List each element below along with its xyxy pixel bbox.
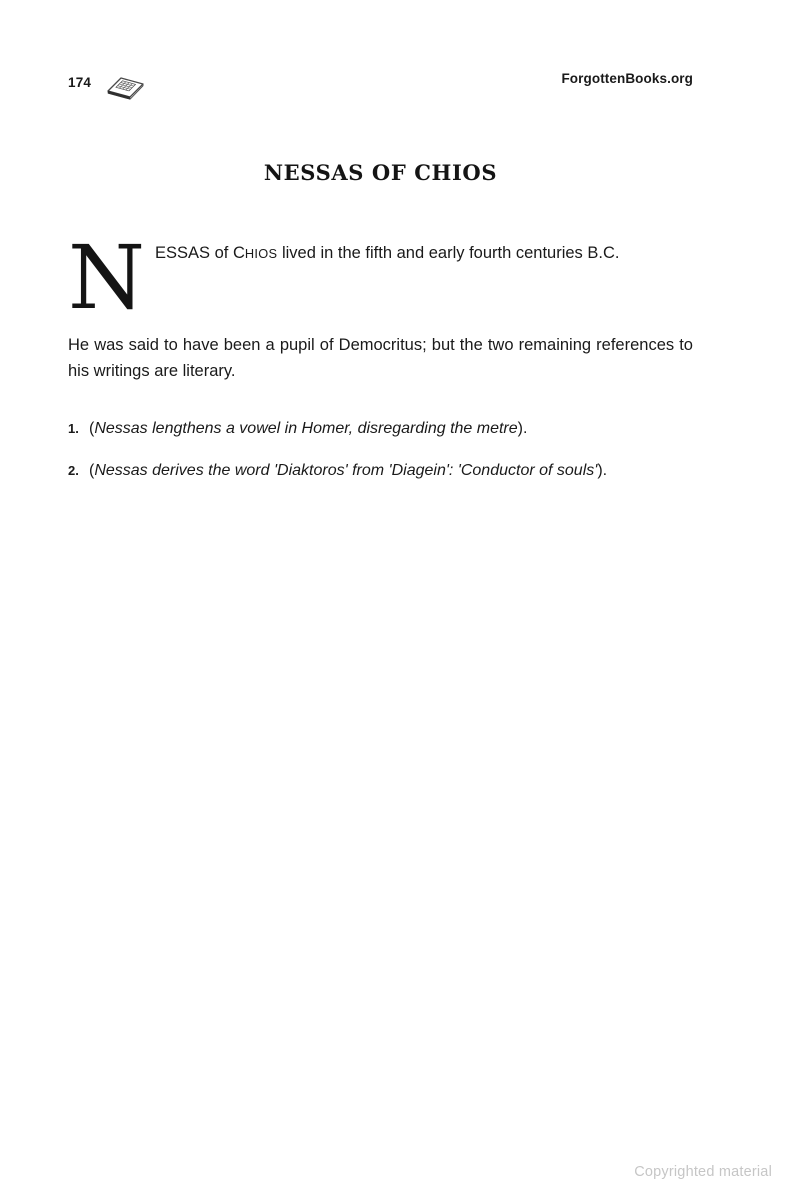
page-content: [0, 0, 800, 480]
opening-paragraph: [68, 226, 693, 329]
fragment-item-1: [68, 420, 693, 438]
opening-smallcaps: HIOS: [244, 246, 278, 261]
fragment-2-paren-open: (: [89, 462, 95, 479]
header-right: [561, 70, 693, 88]
fragment-item-2: [68, 462, 693, 480]
fragment-1-number: 1.: [68, 421, 79, 436]
body-paragraph: He was said to have been a pupil of Democritus; but the two remaining references to his writings are literary.: [68, 336, 693, 380]
drop-cap: N: [68, 226, 145, 329]
page-number: 174: [68, 75, 92, 90]
site-name: ForgottenBooks.org: [561, 71, 693, 86]
fragment-2-number: 2.: [68, 463, 79, 478]
header-left: [68, 70, 147, 104]
copyright-watermark: Copyrighted material: [634, 1164, 772, 1180]
fragment-list: [68, 420, 693, 480]
fragment-1-paren-open: (: [89, 420, 95, 437]
page-header: [68, 70, 693, 104]
fragment-2-paren-close: ).: [597, 462, 608, 479]
fragment-1-text: [89, 420, 527, 438]
fragment-1-paren-close: ).: [517, 420, 528, 437]
opening-text: ESSAS of C: [155, 244, 245, 262]
fragment-2-body: Nessas derives the word 'Diaktoros' from 'Diagein': 'Conductor of souls': [94, 462, 598, 479]
open-book-icon: [105, 70, 147, 104]
chapter-title: NESSAS OF CHIOS: [263, 160, 498, 185]
opening-text-cont: lived in the fifth and early fourth centuries B.C.: [277, 244, 620, 262]
fragment-1-body: Nessas lengthens a vowel in Homer, disregarding the metre: [94, 420, 518, 437]
fragment-2-text: [89, 462, 607, 480]
